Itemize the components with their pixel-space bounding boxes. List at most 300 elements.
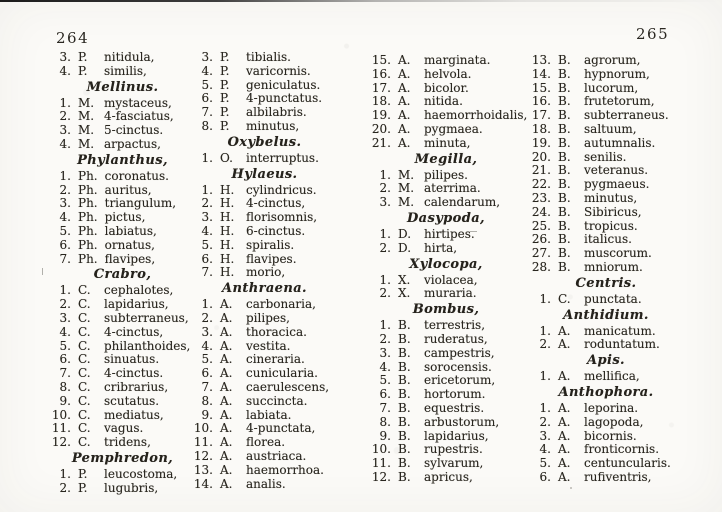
entry-species: pilipes.	[424, 167, 468, 182]
entry-num: 5.	[201, 352, 213, 367]
entry-genus: A.	[558, 323, 571, 338]
species-entry	[530, 247, 682, 261]
entry-num: 3.	[379, 195, 391, 210]
entry-species: autumnalis.	[584, 135, 656, 150]
entry-num: 2.	[59, 297, 71, 312]
entry-num: 26.	[531, 232, 551, 247]
entry-num: 8.	[201, 393, 213, 408]
species-entry	[192, 106, 337, 120]
entry-genus: X.	[398, 272, 411, 287]
entry-species: pilipes,	[246, 310, 290, 325]
entry-species: labiatus,	[104, 223, 157, 238]
entry-genus: B.	[558, 66, 571, 81]
entry-species: labiata.	[246, 407, 292, 422]
entry-species: cunicularia.	[246, 366, 318, 381]
entry-genus: B.	[398, 331, 411, 346]
genus-heading: Bombus,	[412, 302, 480, 318]
entry-species: saltuum,	[584, 121, 637, 136]
entry-genus: A.	[558, 456, 571, 471]
entry-num: 1.	[379, 167, 391, 182]
entry-num: 6.	[59, 237, 71, 252]
entry-num: 5.	[59, 223, 71, 238]
entry-genus: A.	[220, 448, 233, 463]
entry-species: thoracica.	[246, 324, 307, 339]
entry-num: 8.	[379, 414, 391, 429]
entry-genus: A.	[220, 407, 233, 422]
entry-num: 3.	[201, 210, 213, 225]
entry-num: 7.	[379, 400, 391, 415]
entry-genus: A.	[220, 476, 233, 491]
species-entry	[370, 347, 522, 361]
page-number-left: 264	[56, 29, 90, 47]
entry-genus: A.	[558, 337, 571, 352]
entry-genus: A.	[398, 66, 411, 81]
species-entry	[530, 82, 682, 96]
species-entry	[50, 468, 195, 482]
entry-num: 7.	[59, 251, 71, 266]
genus-heading: Anthidium.	[563, 307, 649, 323]
entry-genus: B.	[398, 373, 411, 388]
entry-num: 20.	[531, 149, 551, 164]
entry-genus: A.	[558, 369, 571, 384]
entry-genus: A.	[558, 400, 571, 415]
entry-species: hirtipes.	[424, 226, 475, 241]
entry-num: 2.	[59, 182, 71, 197]
entry-species: tropicus.	[584, 218, 638, 233]
entry-species: veteranus.	[584, 163, 649, 178]
entry-num: 16.	[371, 66, 391, 81]
genus-heading: Hylaeus.	[231, 166, 298, 182]
entry-species: haemorrhoa.	[246, 462, 324, 477]
entry-num: 2.	[539, 337, 551, 352]
entry-num: 1.	[201, 297, 213, 312]
entry-species: roduntatum.	[584, 337, 660, 352]
entry-genus: A.	[558, 414, 571, 429]
entry-genus: H.	[220, 265, 235, 280]
entry-species: 4-punctata,	[246, 421, 316, 436]
entry-species: succincta.	[246, 393, 308, 408]
entry-species: tridens,	[104, 435, 151, 450]
species-entry	[50, 184, 195, 198]
entry-num: 2.	[379, 331, 391, 346]
entry-genus: O.	[220, 150, 233, 165]
species-entry	[192, 266, 337, 280]
scan-speck	[470, 231, 477, 232]
entry-species: hypnorum,	[584, 66, 650, 81]
entry-species: rufiventris,	[584, 469, 652, 484]
species-entry	[530, 123, 682, 137]
entry-species: lugubris,	[104, 480, 159, 495]
species-entry	[192, 225, 337, 239]
species-entry	[192, 152, 337, 166]
entry-num: 22.	[531, 177, 551, 192]
entry-num: 1.	[59, 283, 71, 298]
entry-species: haemorrhoidalis,	[424, 108, 528, 123]
species-entry	[530, 443, 682, 457]
entry-num: 12.	[51, 435, 71, 450]
entry-species: similis,	[104, 63, 147, 78]
species-entry	[370, 54, 522, 68]
entry-species: austriaca.	[246, 448, 307, 463]
species-entry	[530, 68, 682, 82]
entry-species: mellifica,	[584, 369, 640, 384]
entry-species: geniculatus.	[246, 77, 321, 92]
entry-species: muraria.	[424, 286, 477, 301]
entry-genus: B.	[398, 469, 411, 484]
entry-genus: H.	[220, 196, 235, 211]
entry-species: vestita.	[246, 338, 291, 353]
entry-num: 1.	[539, 369, 551, 384]
entry-num: 12.	[193, 448, 213, 463]
species-entry	[530, 293, 682, 307]
entry-species: morio,	[246, 265, 286, 280]
entry-num: 1.	[59, 466, 71, 481]
species-entry	[370, 182, 522, 196]
entry-species: arbustorum,	[424, 414, 500, 429]
entry-num: 9.	[379, 428, 391, 443]
species-entry	[50, 312, 195, 326]
entry-genus: Ph.	[78, 196, 98, 211]
genus-heading: Dasypoda,	[407, 210, 485, 226]
entry-genus: A.	[398, 94, 411, 109]
entry-species: triangulum,	[104, 196, 177, 211]
entry-genus: A.	[220, 338, 233, 353]
entry-num: 1.	[539, 291, 551, 306]
entry-num: 6.	[201, 366, 213, 381]
entry-species: lapidarius,	[424, 428, 489, 443]
entry-genus: C.	[78, 352, 91, 367]
entry-genus: B.	[558, 190, 571, 205]
scan-speck	[42, 268, 43, 275]
entry-genus: C.	[78, 379, 91, 394]
entry-species: lucorum,	[584, 80, 639, 95]
entry-genus: M.	[398, 181, 415, 196]
entry-species: calendarum,	[424, 195, 501, 210]
species-entry	[50, 51, 195, 65]
entry-genus: A.	[398, 80, 411, 95]
species-entry	[50, 239, 195, 253]
scan-edge-artifact	[0, 0, 722, 2]
entry-genus: A.	[398, 53, 411, 67]
entry-genus: P.	[78, 466, 88, 481]
entry-genus: B.	[558, 135, 571, 150]
entry-genus: A.	[220, 421, 233, 436]
entry-num: 7.	[201, 265, 213, 280]
entry-genus: B.	[398, 442, 411, 457]
species-entry	[192, 450, 337, 464]
entry-num: 1.	[379, 226, 391, 241]
entry-num: 10.	[371, 442, 391, 457]
entry-num: 5.	[59, 338, 71, 353]
species-entry	[530, 457, 682, 471]
species-entry	[530, 206, 682, 220]
entry-species: italicus.	[584, 232, 632, 247]
species-entry	[50, 284, 195, 298]
species-entry	[192, 65, 337, 79]
entry-genus: M.	[398, 167, 415, 182]
entry-species: scutatus.	[104, 393, 160, 408]
entry-species: punctata.	[584, 291, 642, 306]
entry-species: mystaceus,	[104, 95, 172, 110]
species-entry	[370, 333, 522, 347]
entry-genus: P.	[220, 77, 230, 92]
entry-num: 6.	[539, 469, 551, 484]
entry-species: subterraneus.	[584, 108, 669, 123]
entry-num: 1.	[201, 182, 213, 197]
entry-genus: B.	[558, 121, 571, 136]
entry-num: 1.	[539, 323, 551, 338]
species-entry	[192, 184, 337, 198]
entry-genus: P.	[78, 50, 88, 64]
entry-num: 13.	[193, 462, 213, 477]
genus-heading: Mellinus.	[86, 79, 159, 95]
entry-num: 28.	[531, 259, 551, 274]
entry-genus: B.	[558, 204, 571, 219]
species-entry	[192, 326, 337, 340]
genus-heading: Centris.	[575, 275, 637, 291]
entry-species: auritus,	[104, 182, 152, 197]
entry-genus: P.	[220, 118, 230, 133]
genus-heading: Anthophora.	[558, 384, 654, 400]
species-entry	[50, 110, 195, 124]
genus-heading: Xylocopa,	[409, 256, 483, 272]
species-entry	[370, 287, 522, 301]
species-entry	[50, 482, 195, 496]
entry-genus: A.	[398, 108, 411, 123]
entry-num: 9.	[59, 393, 71, 408]
species-column-1	[50, 51, 195, 496]
species-entry	[192, 79, 337, 93]
species-entry	[50, 298, 195, 312]
entry-num: 4.	[59, 63, 71, 78]
entry-species: agrorum,	[584, 53, 641, 67]
species-entry	[192, 422, 337, 436]
entry-genus: Ph.	[78, 251, 98, 266]
entry-num: 4.	[201, 223, 213, 238]
entry-num: 11.	[371, 456, 391, 471]
entry-genus: P.	[220, 50, 230, 64]
entry-genus: Ph.	[78, 182, 98, 197]
entry-num: 2.	[539, 414, 551, 429]
entry-genus: B.	[398, 359, 411, 374]
species-entry	[370, 123, 522, 137]
entry-genus: A.	[398, 121, 411, 136]
entry-genus: M.	[78, 95, 95, 110]
species-entry	[370, 95, 522, 109]
entry-genus: A.	[220, 379, 233, 394]
entry-genus: H.	[220, 251, 235, 266]
entry-num: 19.	[531, 135, 551, 150]
entry-species: varicornis.	[246, 63, 311, 78]
species-entry	[530, 192, 682, 206]
entry-genus: A.	[220, 393, 233, 408]
entry-num: 19.	[371, 108, 391, 123]
entry-genus: C.	[78, 407, 91, 422]
species-entry	[192, 51, 337, 65]
entry-genus: C.	[78, 310, 91, 325]
species-entry	[50, 409, 195, 423]
species-entry	[192, 92, 337, 106]
entry-genus: B.	[558, 108, 571, 123]
entry-num: 3.	[379, 345, 391, 360]
species-entry	[192, 312, 337, 326]
genus-heading: Apis.	[587, 353, 625, 369]
entry-species: leucostoma,	[104, 466, 178, 481]
entry-species: mniorum.	[584, 259, 643, 274]
species-entry	[192, 211, 337, 225]
entry-species: apricus,	[424, 469, 473, 484]
entry-genus: A.	[220, 462, 233, 477]
entry-species: hirta,	[424, 240, 458, 255]
species-entry	[530, 402, 682, 416]
species-entry	[530, 151, 682, 165]
entry-species: flavipes.	[246, 251, 297, 266]
entry-num: 1.	[379, 318, 391, 333]
entry-species: cephalotes,	[104, 283, 174, 298]
entry-genus: P.	[78, 480, 88, 495]
entry-num: 1.	[59, 95, 71, 110]
entry-num: 24.	[531, 204, 551, 219]
entry-genus: A.	[398, 135, 411, 150]
entry-species: florisomnis,	[246, 210, 318, 225]
entry-genus: P.	[220, 91, 230, 106]
entry-num: 4.	[201, 338, 213, 353]
entry-species: spiralis.	[246, 237, 295, 252]
entry-species: ornatus,	[104, 237, 155, 252]
page-number-right: 265	[636, 25, 670, 43]
entry-num: 1.	[539, 400, 551, 415]
species-entry	[370, 416, 522, 430]
species-entry	[192, 409, 337, 423]
entry-num: 10.	[193, 421, 213, 436]
entry-genus: B.	[398, 414, 411, 429]
species-column-4	[530, 54, 682, 485]
species-entry	[50, 395, 195, 409]
entry-genus: Ph.	[78, 223, 98, 238]
entry-species: leporina.	[584, 400, 639, 415]
entry-num: 23.	[531, 190, 551, 205]
species-entry	[530, 137, 682, 151]
entry-species: Sibiricus,	[584, 204, 642, 219]
entry-genus: A.	[558, 469, 571, 484]
entry-species: arpactus,	[104, 136, 161, 151]
entry-species: centuncularis.	[584, 456, 671, 471]
entry-species: nitidula,	[104, 50, 155, 64]
entry-species: violacea,	[424, 272, 478, 287]
entry-num: 2.	[379, 240, 391, 255]
entry-species: albilabris.	[246, 105, 307, 120]
entry-num: 2.	[59, 109, 71, 124]
entry-species: tibialis.	[246, 50, 291, 64]
species-entry	[370, 388, 522, 402]
entry-num: 25.	[531, 218, 551, 233]
species-entry	[530, 109, 682, 123]
entry-num: 2.	[379, 286, 391, 301]
entry-genus: C.	[78, 283, 91, 298]
entry-species: subterraneus,	[104, 310, 189, 325]
species-entry	[370, 108, 528, 123]
entry-genus: P.	[220, 105, 230, 120]
entry-genus: C.	[78, 421, 91, 436]
entry-num: 7.	[201, 379, 213, 394]
entry-species: coronatus.	[104, 168, 169, 183]
entry-num: 12.	[371, 469, 391, 484]
entry-genus: B.	[558, 163, 571, 178]
species-entry	[192, 120, 337, 134]
entry-num: 6.	[201, 91, 213, 106]
species-entry	[530, 164, 682, 178]
species-entry	[370, 319, 522, 333]
entry-genus: M.	[78, 109, 95, 124]
entry-species: ruderatus,	[424, 331, 488, 346]
species-entry	[192, 253, 337, 267]
entry-num: 4.	[539, 442, 551, 457]
species-column-3	[370, 53, 528, 485]
entry-num: 11.	[51, 421, 71, 436]
entry-num: 6.	[59, 352, 71, 367]
genus-heading: Oxybelus.	[227, 134, 302, 150]
entry-species: florea.	[246, 435, 286, 450]
species-entry	[370, 68, 522, 82]
species-entry	[370, 274, 522, 288]
entry-num: 5.	[201, 77, 213, 92]
entry-genus: B.	[558, 94, 571, 109]
entry-num: 6.	[379, 387, 391, 402]
entry-num: 14.	[531, 66, 551, 81]
entry-species: minutus,	[584, 190, 638, 205]
entry-genus: M.	[78, 123, 95, 138]
entry-genus: H.	[220, 223, 235, 238]
entry-species: carbonaria,	[246, 297, 316, 312]
entry-genus: A.	[220, 352, 233, 367]
entry-genus: A.	[220, 297, 233, 312]
entry-species: caerulescens,	[246, 379, 330, 394]
species-entry	[50, 353, 195, 367]
entry-species: 5-cinctus.	[104, 123, 164, 138]
species-entry	[370, 169, 522, 183]
entry-genus: A.	[220, 310, 233, 325]
entry-num: 15.	[371, 53, 391, 67]
entry-genus: B.	[398, 428, 411, 443]
entry-num: 10.	[51, 407, 71, 422]
entry-num: 3.	[59, 50, 71, 64]
species-entry	[50, 65, 195, 79]
species-entry	[50, 381, 195, 395]
entry-species: rupestris.	[424, 442, 483, 457]
species-entry	[370, 228, 522, 242]
entry-species: hortorum.	[424, 387, 486, 402]
species-entry	[50, 170, 195, 184]
entry-num: 11.	[193, 435, 213, 450]
entry-genus: C.	[78, 366, 91, 381]
entry-genus: B.	[558, 259, 571, 274]
entry-genus: Ph.	[78, 210, 98, 225]
species-entry	[530, 416, 682, 430]
entry-genus: B.	[558, 177, 571, 192]
entry-num: 8.	[59, 379, 71, 394]
entry-genus: B.	[398, 318, 411, 333]
entry-species: pygmaeus.	[584, 177, 650, 192]
species-entry	[530, 471, 682, 485]
species-entry	[50, 124, 195, 138]
entry-num: 3.	[201, 324, 213, 339]
entry-num: 6.	[201, 251, 213, 266]
entry-num: 17.	[371, 80, 391, 95]
entry-num: 9.	[201, 407, 213, 422]
entry-num: 4.	[59, 136, 71, 151]
entry-genus: C.	[78, 324, 91, 339]
entry-species: minutus,	[246, 118, 300, 133]
